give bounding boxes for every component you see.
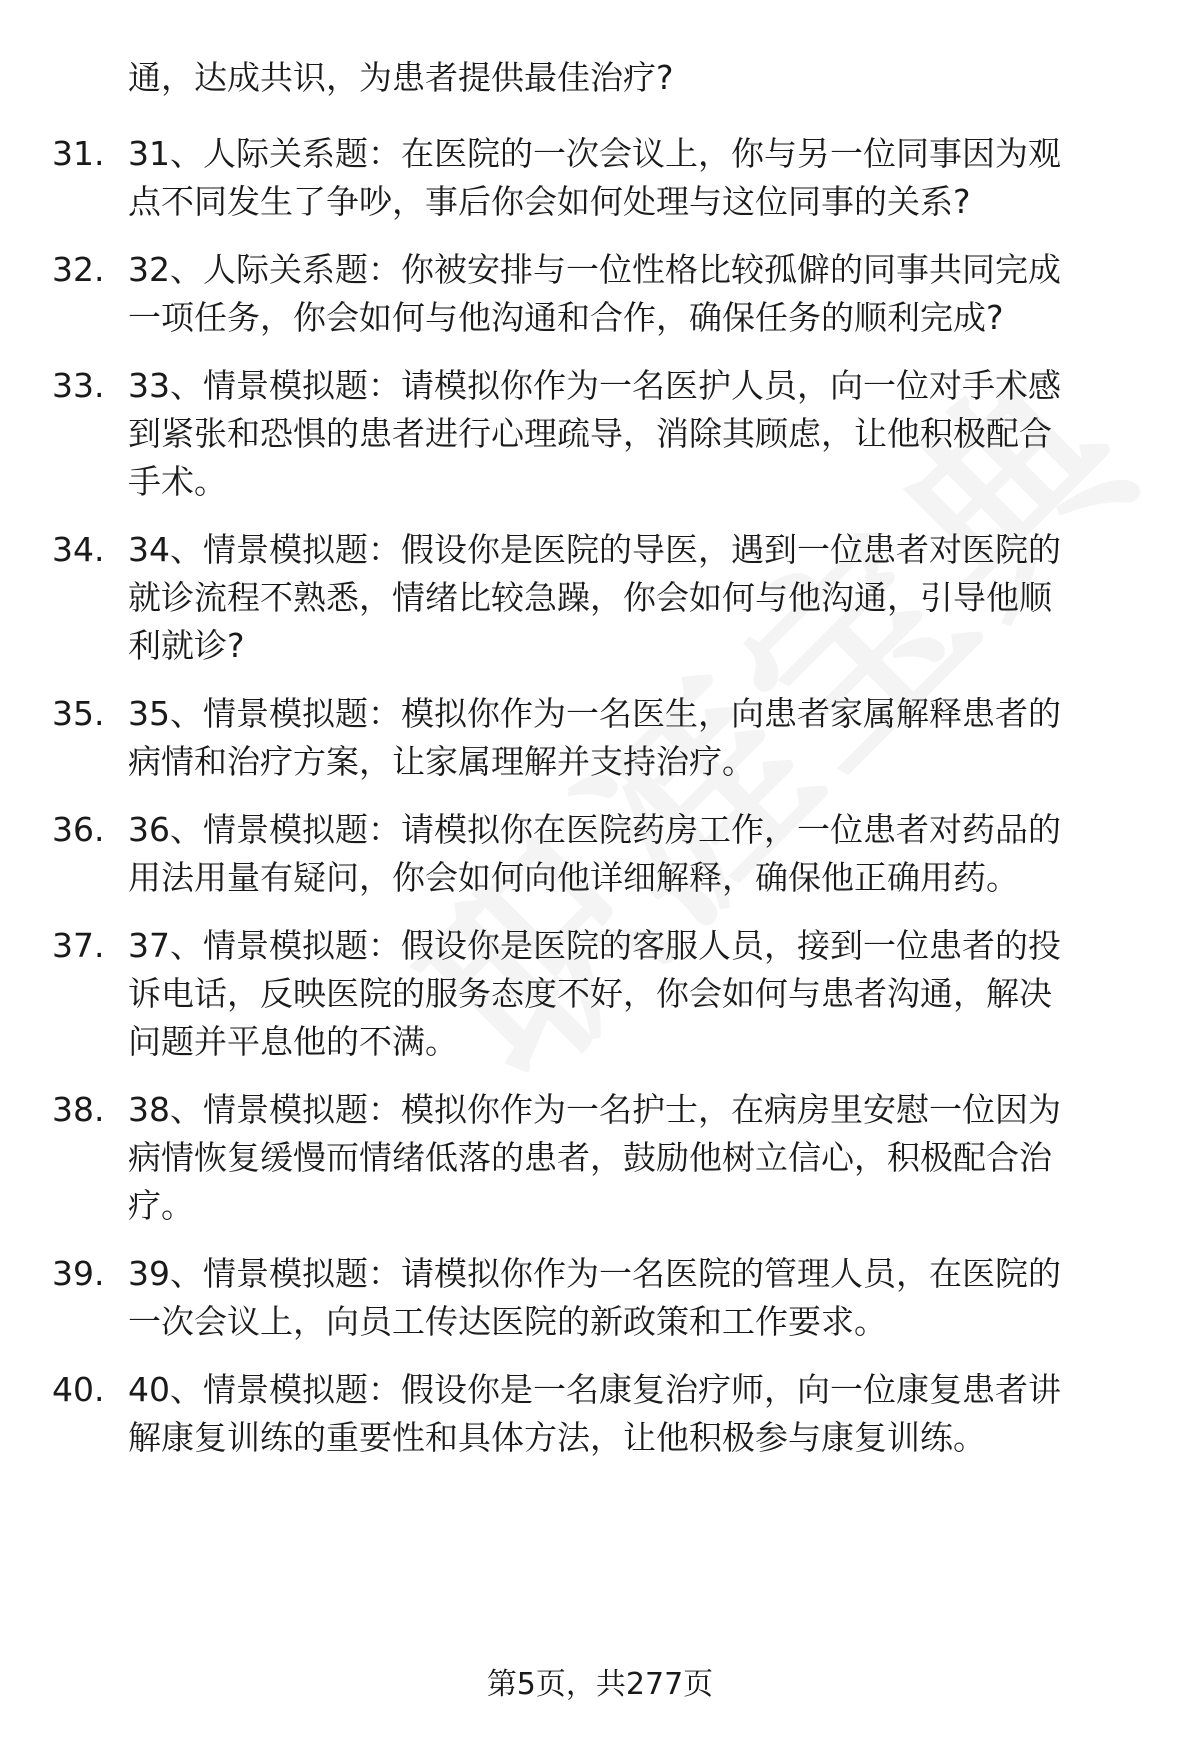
item-number: 39. xyxy=(52,1254,105,1293)
item-number: 34. xyxy=(52,530,105,569)
item-line: 31、人际关系题：在医院的一次会议上，你与另一位同事因为观 xyxy=(128,134,1061,173)
item-number: 40. xyxy=(52,1370,105,1409)
page-footer: 第5页，共277页 xyxy=(486,1667,714,1702)
item-text xyxy=(128,526,1148,670)
item-line: 诉电话，反映医院的服务态度不好，你会如何与患者沟通，解决 xyxy=(128,974,1052,1013)
item-line: 利就诊? xyxy=(128,626,245,665)
item-text xyxy=(128,362,1148,506)
item-number: 32. xyxy=(52,250,105,289)
item-line: 病情和治疗方案，让家属理解并支持治疗。 xyxy=(128,742,755,781)
item-text xyxy=(128,1366,1148,1462)
item-text xyxy=(128,806,1148,902)
item-line: 一项任务，你会如何与他沟通和合作，确保任务的顺利完成? xyxy=(128,298,1004,337)
item-line: 问题并平息他的不满。 xyxy=(128,1022,458,1061)
item-line: 33、情景模拟题：请模拟你作为一名医护人员，向一位对手术感 xyxy=(128,366,1061,405)
item-number: 37. xyxy=(52,926,105,965)
item-line: 手术。 xyxy=(128,462,227,501)
item-line: 疗。 xyxy=(128,1186,194,1225)
item-text xyxy=(128,690,1148,786)
item-number: 36. xyxy=(52,810,105,849)
item-text xyxy=(128,130,1148,226)
continuation-line: 通，达成共识，为患者提供最佳治疗? xyxy=(128,58,674,97)
item-number: 35. xyxy=(52,694,105,733)
item-line: 35、情景模拟题：模拟你作为一名医生，向患者家属解释患者的 xyxy=(128,694,1061,733)
item-line: 39、情景模拟题：请模拟你作为一名医院的管理人员，在医院的 xyxy=(128,1254,1061,1293)
item-number: 31. xyxy=(52,134,105,173)
item-text xyxy=(128,922,1148,1066)
item-text xyxy=(128,246,1148,342)
item-line: 病情恢复缓慢而情绪低落的患者，鼓励他树立信心，积极配合治 xyxy=(128,1138,1052,1177)
item-number: 38. xyxy=(52,1090,105,1129)
item-line: 34、情景模拟题：假设你是医院的导医，遇到一位患者对医院的 xyxy=(128,530,1061,569)
item-line: 到紧张和恐惧的患者进行心理疏导，消除其顾虑，让他积极配合 xyxy=(128,414,1052,453)
item-line: 36、情景模拟题：请模拟你在医院药房工作，一位患者对药品的 xyxy=(128,810,1061,849)
item-line: 点不同发生了争吵，事后你会如何处理与这位同事的关系? xyxy=(128,182,971,221)
item-line: 32、人际关系题：你被安排与一位性格比较孤僻的同事共同完成 xyxy=(128,250,1061,289)
item-number: 33. xyxy=(52,366,105,405)
item-line: 用法用量有疑问，你会如何向他详细解释，确保他正确用药。 xyxy=(128,858,1019,897)
item-line: 37、情景模拟题：假设你是医院的客服人员，接到一位患者的投 xyxy=(128,926,1061,965)
item-line: 38、情景模拟题：模拟你作为一名护士，在病房里安慰一位因为 xyxy=(128,1090,1061,1129)
item-line: 一次会议上，向员工传达医院的新政策和工作要求。 xyxy=(128,1302,887,1341)
item-text xyxy=(128,1086,1148,1230)
item-line: 就诊流程不熟悉，情绪比较急躁，你会如何与他沟通，引导他顺 xyxy=(128,578,1052,617)
item-line: 40、情景模拟题：假设你是一名康复治疗师，向一位康复患者讲 xyxy=(128,1370,1061,1409)
item-text xyxy=(128,1250,1148,1346)
item-line: 解康复训练的重要性和具体方法，让他积极参与康复训练。 xyxy=(128,1418,986,1457)
